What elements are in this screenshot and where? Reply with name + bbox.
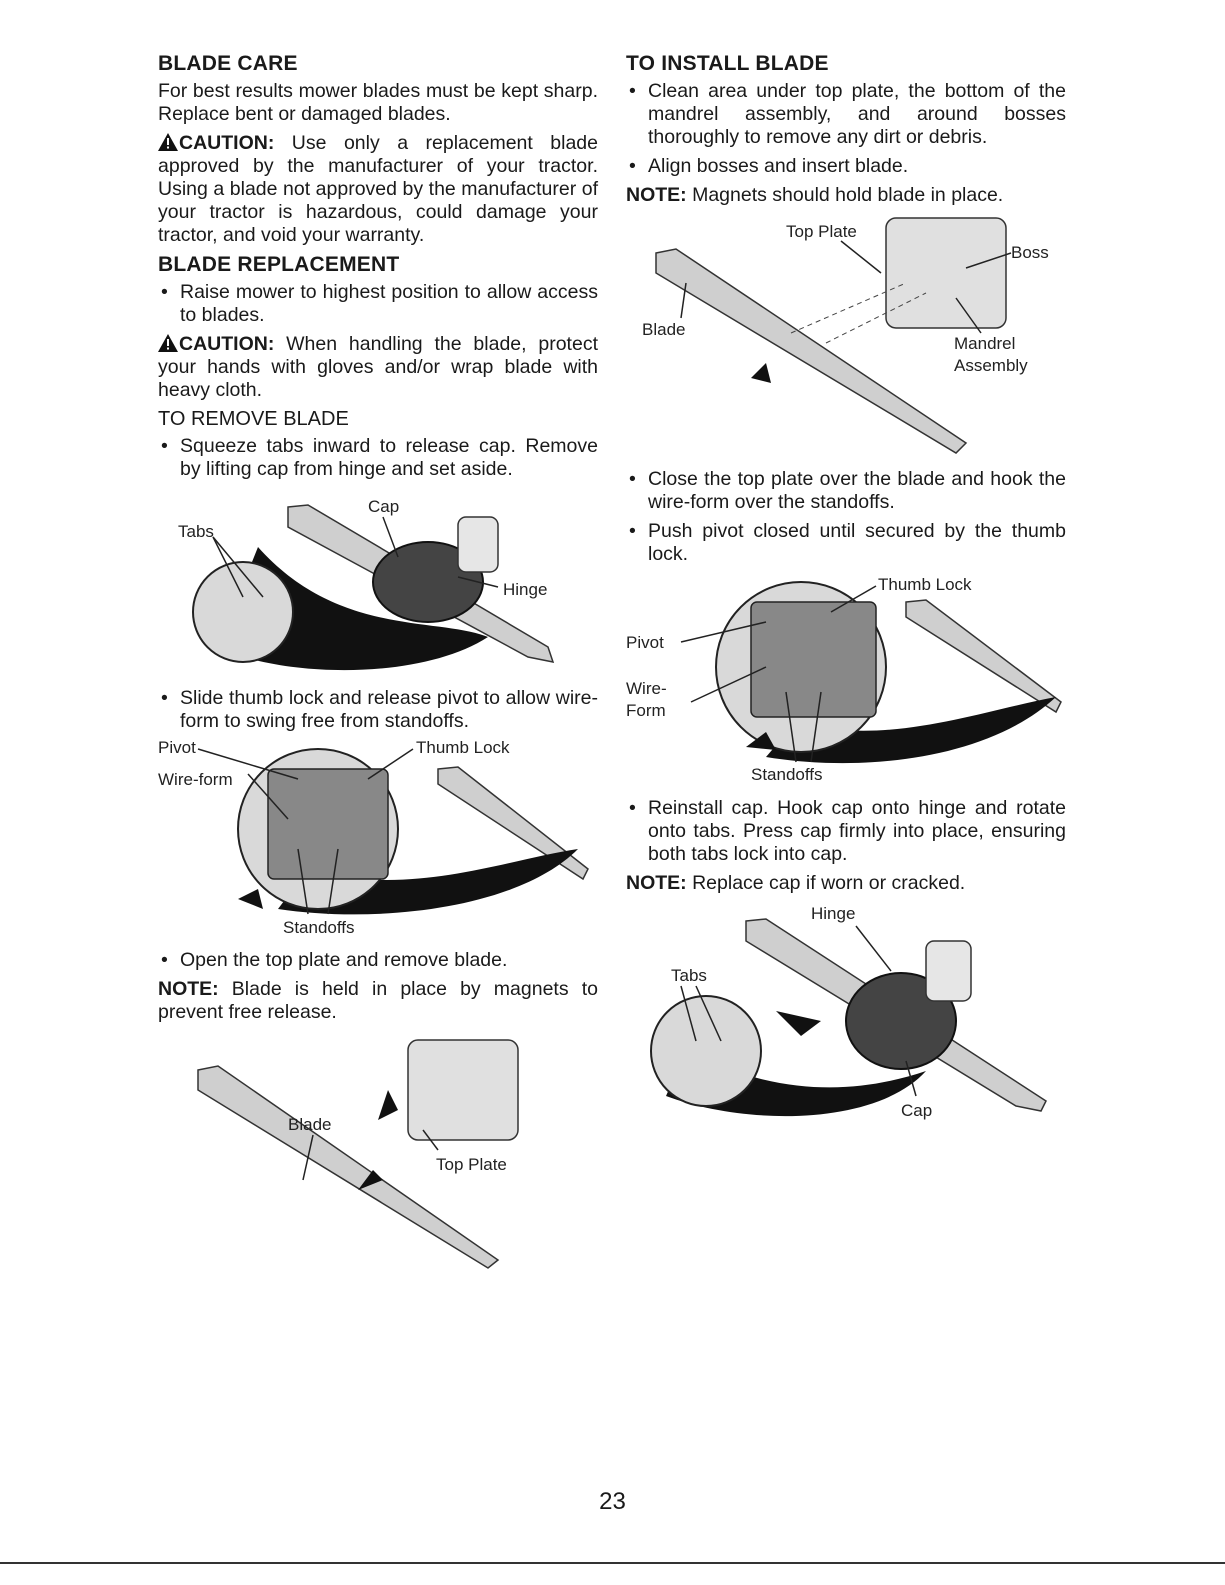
figure-reinstall-cap (626, 901, 1066, 1131)
caution-label: CAUTION: (179, 132, 275, 154)
blade-care-heading: BLADE CARE (158, 52, 298, 75)
thumb-lock-label: Thumb Lock (878, 575, 972, 594)
figure-secure-pivot (626, 572, 1066, 787)
reinstall-list (626, 797, 1066, 866)
hinge-label: Hinge (503, 580, 548, 599)
figure-remove-blade (158, 1030, 598, 1270)
warning-icon (158, 334, 178, 352)
right-column (626, 52, 1066, 1141)
slide-list (158, 687, 598, 733)
wire-label: Wire- (626, 679, 667, 698)
standoffs-label: Standoffs (283, 918, 355, 937)
wireform-label: Wire-form (158, 770, 233, 789)
boss-label: Boss (1011, 243, 1049, 262)
caution-text: Use only a replacement blade approved by the manufacturer of your tractor. Using a blade not approved by the manufacturer of your tractor is hazardous, could damage your tractor, and void your warranty. (158, 132, 598, 246)
install-list (626, 80, 1066, 178)
note-replace-cap: NOTE: Replace cap if worn or cracked. (626, 872, 966, 894)
pivot-label: Pivot (158, 739, 196, 757)
list-item: • Align bosses and insert blade. (629, 155, 909, 177)
list-item: • Squeeze tabs inward to release cap. Remove by lifting cap from hinge and set aside. (161, 435, 598, 480)
standoffs-label: Standoffs (751, 765, 823, 784)
top-plate-label: Top Plate (436, 1155, 507, 1174)
raise-list (158, 281, 598, 327)
form-label: Form (626, 701, 666, 720)
note-magnets-hold: NOTE: Magnets should hold blade in place. (626, 184, 1004, 206)
open-list (158, 949, 598, 972)
figure-release-pivot (158, 739, 598, 939)
caution-blade-approved (158, 132, 598, 247)
tabs-label: Tabs (671, 966, 707, 985)
caution-label: CAUTION: (179, 333, 275, 355)
page-number: 23 (599, 1488, 626, 1515)
list-item: • Clean area under top plate, the bottom of the mandrel assembly, and around bosses thoroughly to remove any dirt or debris. (629, 80, 1066, 148)
figure-remove-cap (158, 487, 598, 677)
caution-handling (158, 333, 598, 402)
list-item: • Open the top plate and remove blade. (161, 949, 508, 971)
left-column (158, 52, 598, 1280)
blade-label: Blade (642, 320, 686, 339)
list-item: • Raise mower to highest position to allow access to blades. (161, 281, 598, 326)
blade-care-text: For best results mower blades must be kept sharp. Replace bent or damaged blades. (158, 80, 598, 125)
blade-replacement-heading: BLADE REPLACEMENT (158, 253, 400, 276)
install-blade-heading: TO INSTALL BLADE (626, 52, 829, 75)
top-plate-label: Top Plate (786, 222, 857, 241)
caution-text: When handling the blade, protect your hands with gloves and/or wrap blade with heavy cloth. (158, 333, 598, 401)
mandrel-label: Mandrel (954, 334, 1016, 353)
note-magnets: NOTE: Blade is held in place by magnets to prevent free release. (158, 978, 598, 1023)
list-item: • Push pivot closed until secured by the thumb lock. (629, 520, 1066, 565)
hinge-label: Hinge (811, 904, 856, 923)
figure-install-blade (626, 213, 1066, 458)
warning-icon (158, 133, 178, 151)
bottom-divider (0, 1562, 1225, 1564)
thumb-lock-label: Thumb Lock (416, 739, 510, 757)
list-item: • Close the top plate over the blade and hook the wire-form over the standoffs. (629, 468, 1066, 513)
cap-label: Cap (901, 1101, 933, 1120)
assembly-label: Assembly (954, 356, 1028, 375)
cap-label: Cap (368, 497, 400, 516)
remove-blade-heading: TO REMOVE BLADE (158, 408, 349, 430)
pivot-label: Pivot (626, 633, 664, 652)
tabs-label: Tabs (178, 522, 214, 541)
squeeze-list (158, 435, 598, 481)
blade-label: Blade (288, 1115, 332, 1134)
list-item: • Slide thumb lock and release pivot to allow wire-form to swing free from standoffs. (161, 687, 598, 732)
close-list (626, 468, 1066, 566)
list-item: • Reinstall cap. Hook cap onto hinge and rotate onto tabs. Press cap firmly into place, ensuring both tabs lock into cap. (629, 797, 1066, 865)
